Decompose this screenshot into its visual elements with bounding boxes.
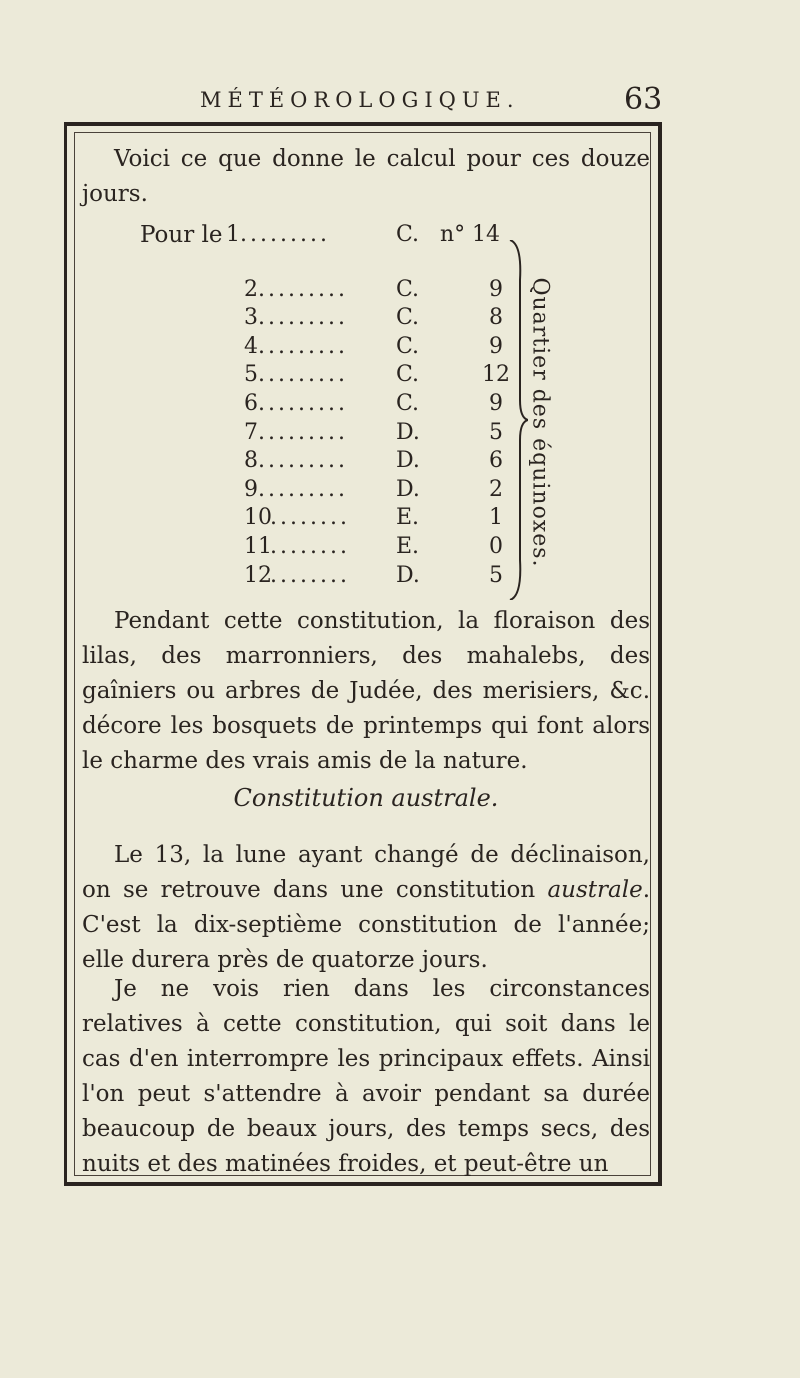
calc-row-number: 8 — [489, 305, 503, 331]
calc-row-number: 6 — [489, 448, 503, 474]
number-label: n° — [440, 222, 466, 247]
calc-row-letter: C. — [396, 305, 420, 331]
calc-row-day: 8 — [244, 448, 258, 474]
calc-row-dots: ........ — [270, 534, 350, 559]
calc-row-day: 4 — [244, 333, 258, 359]
calc-row-number: 5 — [489, 562, 503, 588]
calc-row-letter: D. — [396, 476, 420, 502]
calc-row-day: 7 — [244, 419, 258, 445]
calc-row-number: 9 — [489, 391, 503, 416]
calc-row-dots: ........ — [270, 562, 350, 588]
calc-row-dots: ......... — [258, 362, 348, 388]
calc-row-dots: ........ — [270, 505, 350, 531]
australe-text-start: Le 13, la lune ayant changé de déclinaison, on se retrouve dans une constitution — [82, 842, 650, 903]
calc-row-letter: C. — [396, 333, 420, 359]
calc-row-day: 6 — [244, 391, 258, 416]
calc-row-number: 5 — [489, 419, 503, 445]
calc-row-day: 10 — [244, 505, 272, 531]
circonstances-paragraph — [82, 972, 650, 1182]
calc-row-letter: E. — [396, 505, 420, 531]
running-head — [0, 82, 800, 122]
calc-row-dots: ......... — [258, 276, 348, 302]
circonstances-text: Je ne vois rien dans les circonstances relatives à cette constitution, qui soit dans le cas d'en interrompre les principaux effets. Ainsi l'on peut s'attendre à avoir pendant sa durée beaucoup de beaux jours, des temps secs, des nuits et des matinées froides, et peut-être un — [82, 976, 650, 1177]
calc-row-letter: D. — [396, 419, 420, 445]
calc-row-letter: C. — [396, 391, 420, 416]
australe-paragraph — [82, 838, 650, 978]
calc-row-dots: ......... — [258, 305, 348, 331]
brace-label-text: Quartier des équinoxes. — [527, 276, 553, 568]
australe-text — [82, 838, 650, 978]
calc-row-number: 12 — [482, 362, 510, 388]
calculation-table — [140, 222, 610, 592]
calc-row-day: 1 — [226, 222, 240, 247]
calc-row-letter: D. — [396, 448, 420, 474]
calc-row-dots: ......... — [258, 391, 348, 416]
calc-row-letter: C. — [396, 222, 420, 247]
calc-row-number: 2 — [489, 476, 503, 502]
calc-row-number: 0 — [489, 534, 503, 559]
calc-row-dots: ......... — [258, 448, 348, 474]
calc-row-dots: ......... — [258, 333, 348, 359]
calc-row-day: 3 — [244, 305, 258, 331]
floraison-paragraph — [82, 604, 650, 779]
calc-row-day: 12 — [244, 562, 272, 588]
brace-label — [520, 272, 560, 572]
calc-row-letter: D. — [396, 562, 420, 588]
calc-row-dots: ......... — [258, 476, 348, 502]
calc-row-day: 9 — [244, 476, 258, 502]
page-number: 63 — [624, 82, 663, 117]
calc-row-number: 14 — [472, 222, 500, 247]
calc-row-day: 11 — [244, 534, 272, 559]
calc-row-day: 2 — [244, 276, 258, 302]
intro-paragraph — [82, 142, 650, 212]
calc-row-dots: ......... — [240, 222, 330, 247]
calc-row-letter: C. — [396, 362, 420, 388]
pour-le-label: Pour le — [140, 222, 223, 248]
calc-row-number: 1 — [489, 505, 503, 531]
floraison-text: Pendant cette constitution, la floraison des lilas, des marronniers, des mahalebs, des gaîniers ou arbres de Judée, des merisiers, &c. décore les bosquets de printemps qui font alors le charme des vrais amis de la nature. — [82, 608, 650, 774]
section-heading: Constitution australe. — [233, 784, 499, 812]
calc-row-letter: C. — [396, 276, 420, 302]
australe-emphasis: australe — [547, 877, 643, 903]
calc-row-day: 5 — [244, 362, 258, 388]
calc-row-letter: E. — [396, 534, 420, 559]
australe-text-end: . C'est la dix-septième constitution de l'année; elle durera près de quatorze jours. — [82, 877, 650, 973]
calc-row-number: 9 — [489, 276, 503, 302]
calc-row-number: 9 — [489, 333, 503, 359]
calc-row-dots: ......... — [258, 419, 348, 445]
running-title: MÉTÉOROLOGIQUE. — [200, 88, 520, 112]
intro-text: Voici ce que donne le calcul pour ces douze jours. — [82, 146, 650, 207]
